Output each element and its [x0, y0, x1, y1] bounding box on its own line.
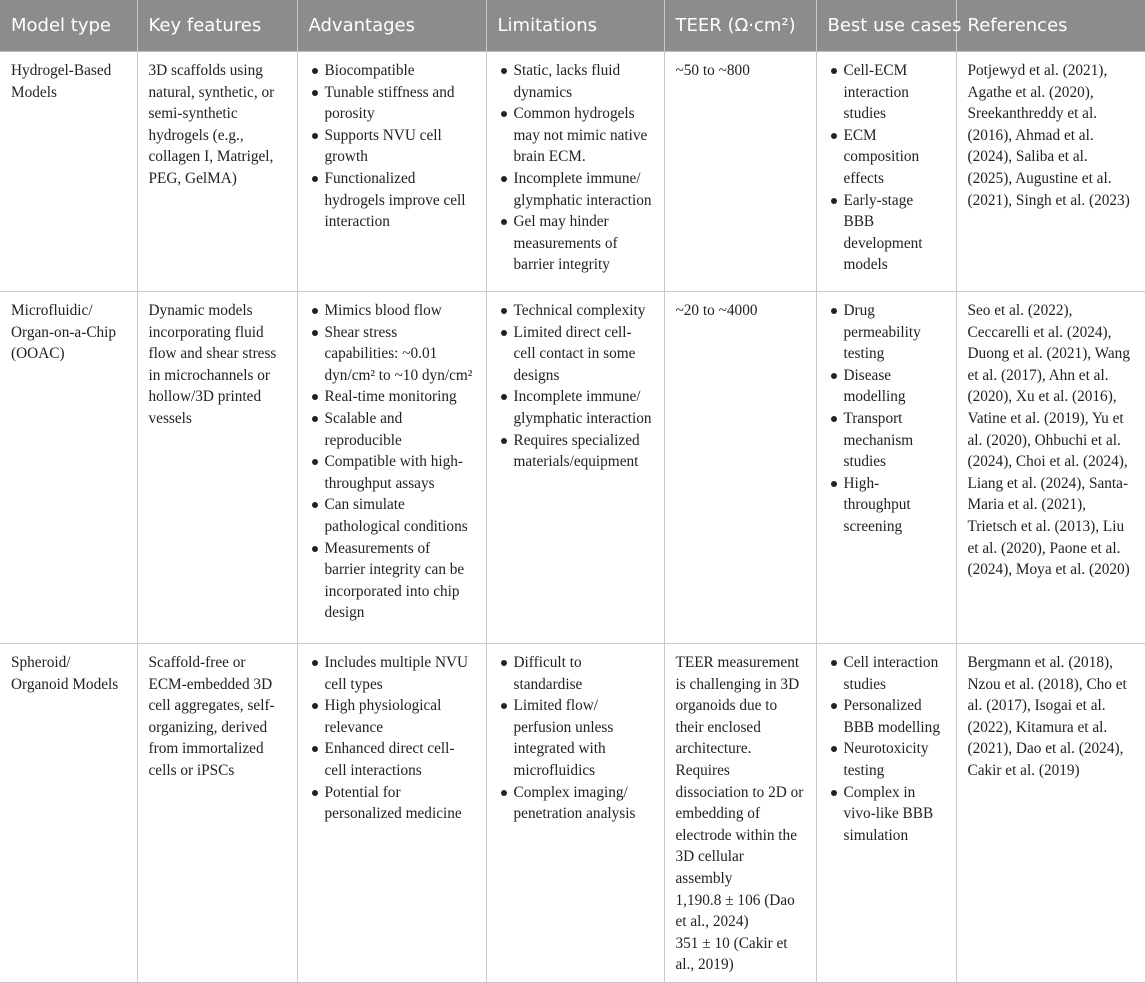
list-item: High-throughput screening — [844, 473, 945, 538]
teer-value: 351 ± 10 (Cakir et al., 2019) — [675, 934, 788, 974]
table-row — [0, 52, 1145, 292]
model-type-cell: Microfluidic/ Organ-on-a-Chip (OOAC) — [0, 292, 137, 644]
references-cell: Bergmann et al. (2018), Nzou et al. (2018), Cho et al. (2017), Isogai et al. (2022), Kitamura et al. (2021), Dao et al. (2024), Cakir et al. (2019) — [956, 644, 1145, 983]
column-header: Advantages — [297, 0, 486, 52]
model-type-cell: Spheroid/ Organoid Models — [0, 644, 137, 983]
header-row — [0, 0, 1145, 52]
limitations-cell — [486, 292, 664, 644]
list-item: Measurements of barrier integrity can be incorporated into chip design — [325, 538, 475, 624]
list-item: Technical complexity — [514, 300, 653, 322]
column-header: Limitations — [486, 0, 664, 52]
bullet-list — [498, 300, 653, 473]
teer-cell — [664, 644, 816, 983]
list-item: Transport mechanism studies — [844, 408, 945, 473]
list-item: Biocompatible — [325, 60, 475, 82]
column-header: Best use cases — [816, 0, 956, 52]
list-item: Cell-ECM interaction studies — [844, 60, 945, 125]
key-features-cell: Scaffold-free or ECM-embedded 3D cell aggregates, self-organizing, derived from immortalized cells or iPSCs — [137, 644, 297, 983]
list-item: Gel may hinder measurements of barrier integrity — [514, 211, 653, 276]
list-item: Disease modelling — [844, 365, 945, 408]
list-item: Includes multiple NVU cell types — [325, 652, 475, 695]
list-item: Personalized BBB modelling — [844, 695, 945, 738]
bullet-list — [309, 652, 475, 825]
teer-value: ~20 to ~4000 — [675, 302, 758, 319]
best-use-cases-cell — [816, 644, 956, 983]
teer-value: 1,190.8 ± 106 (Dao et al., 2024) — [675, 891, 795, 931]
list-item: Compatible with high-throughput assays — [325, 451, 475, 494]
list-item: Complex in vivo-like BBB simulation — [844, 782, 945, 847]
list-item: Static, lacks fluid dynamics — [514, 60, 653, 103]
teer-cell — [664, 52, 816, 292]
column-header: Model type — [0, 0, 137, 52]
bullet-list — [828, 60, 945, 276]
list-item: Requires specialized materials/equipment — [514, 430, 653, 473]
key-features-cell: Dynamic models incorporating fluid flow and shear stress in microchannels or hollow/3D printed vessels — [137, 292, 297, 644]
list-item: Limited flow/ perfusion unless integrated with microfluidics — [514, 695, 653, 781]
column-header: TEER (Ω·cm²) — [664, 0, 816, 52]
key-features-cell: 3D scaffolds using natural, synthetic, or semi-synthetic hydrogels (e.g., collagen I, Matrigel, PEG, GelMA) — [137, 52, 297, 292]
bullet-list — [309, 300, 475, 624]
teer-cell — [664, 292, 816, 644]
bullet-list — [828, 300, 945, 538]
list-item: Can simulate pathological conditions — [325, 494, 475, 537]
references-cell: Seo et al. (2022), Ceccarelli et al. (2024), Duong et al. (2021), Wang et al. (2017), Ahn et al. (2020), Xu et al. (2016), Vatine et al. (2019), Yu et al. (2020), Ohbuchi et al. (2024), Choi et al. (2024), Liang et al. (2024), Santa-Maria et al. (2021), Trietsch et al. (2013), Liu et al. (2020), Paone et al. (2024), Moya et al. (2020) — [956, 292, 1145, 644]
list-item: Shear stress capabilities: ~0.01 dyn/cm² to ~10 dyn/cm² — [325, 322, 475, 387]
list-item: Incomplete immune/ glymphatic interaction — [514, 168, 653, 211]
list-item: Enhanced direct cell-cell interactions — [325, 738, 475, 781]
column-header: Key features — [137, 0, 297, 52]
table-row — [0, 644, 1145, 983]
best-use-cases-cell — [816, 52, 956, 292]
list-item: ECM composition effects — [844, 125, 945, 190]
list-item: Early-stage BBB development models — [844, 190, 945, 276]
list-item: Potential for personalized medicine — [325, 782, 475, 825]
list-item: Real-time monitoring — [325, 386, 475, 408]
list-item: Tunable stiffness and porosity — [325, 82, 475, 125]
list-item: Mimics blood flow — [325, 300, 475, 322]
advantages-cell — [297, 292, 486, 644]
bullet-list — [498, 60, 653, 276]
teer-value: ~50 to ~800 — [675, 62, 750, 79]
advantages-cell — [297, 52, 486, 292]
list-item: Drug permeability testing — [844, 300, 945, 365]
column-header: References — [956, 0, 1145, 52]
limitations-cell — [486, 644, 664, 983]
list-item: Incomplete immune/ glymphatic interaction — [514, 386, 653, 429]
advantages-cell — [297, 644, 486, 983]
bullet-list — [309, 60, 475, 233]
list-item: Common hydrogels may not mimic native brain ECM. — [514, 103, 653, 168]
list-item: Functionalized hydrogels improve cell interaction — [325, 168, 475, 233]
table-row — [0, 292, 1145, 644]
list-item: Scalable and reproducible — [325, 408, 475, 451]
list-item: Limited direct cell-cell contact in some designs — [514, 322, 653, 387]
best-use-cases-cell — [816, 292, 956, 644]
list-item: High physiological relevance — [325, 695, 475, 738]
model-type-cell: Hydrogel-Based Models — [0, 52, 137, 292]
limitations-cell — [486, 52, 664, 292]
list-item: Supports NVU cell growth — [325, 125, 475, 168]
bullet-list — [828, 652, 945, 846]
bullet-list — [498, 652, 653, 825]
list-item: Neurotoxicity testing — [844, 738, 945, 781]
list-item: Complex imaging/ penetration analysis — [514, 782, 653, 825]
teer-value: TEER measurement is challenging in 3D organoids due to their enclosed architecture. Requires dissociation to 2D or embedding of electrode within the 3D cellular assembly — [675, 654, 804, 887]
list-item: Difficult to standardise — [514, 652, 653, 695]
list-item: Cell interaction studies — [844, 652, 945, 695]
references-cell: Potjewyd et al. (2021), Agathe et al. (2020), Sreekanthreddy et al. (2016), Ahmad et al. (2024), Saliba et al. (2025), Augustine et al. (2021), Singh et al. (2023) — [956, 52, 1145, 292]
